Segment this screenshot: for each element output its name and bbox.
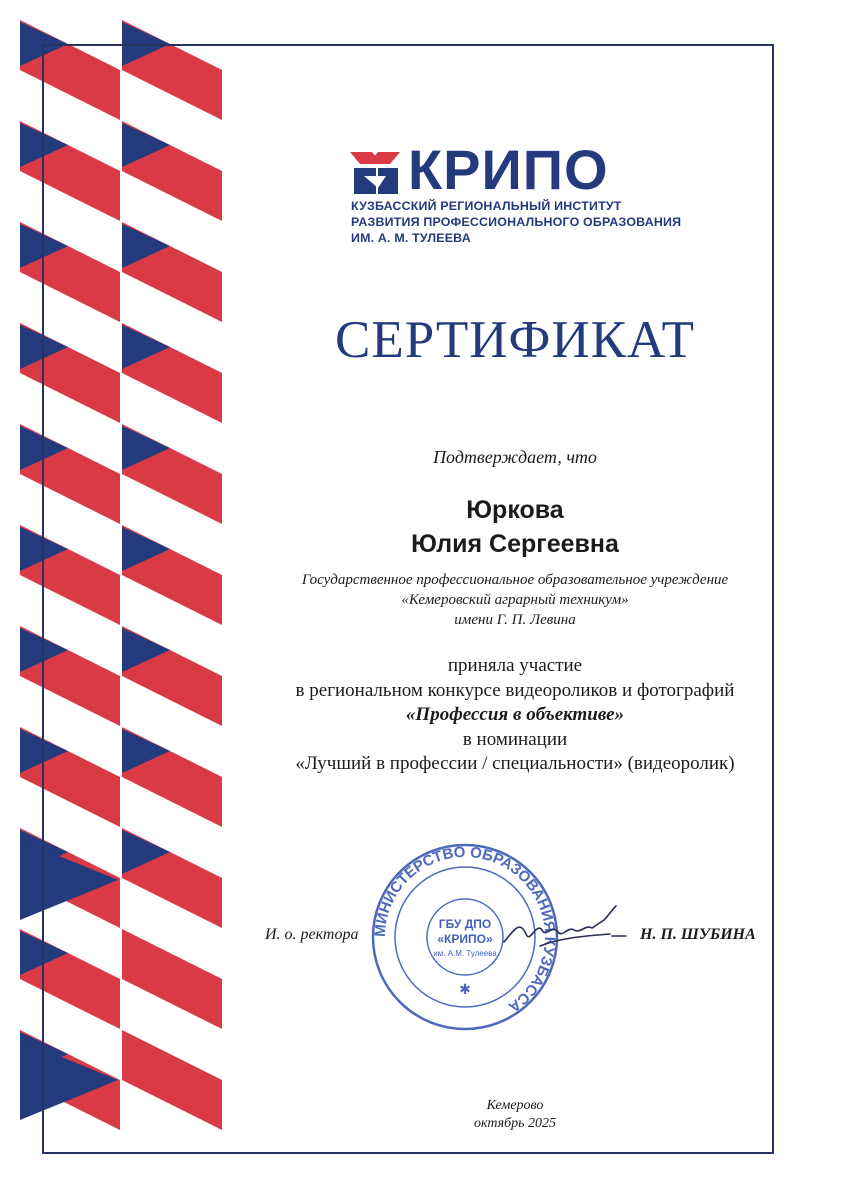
stamp-star-icon: ✱ [459,983,471,998]
contest-name: «Профессия в объективе» [405,704,625,725]
recipient-surname: Юркова [466,496,564,524]
issue-city: Кемерово [486,1098,544,1113]
organization-line: имени Г. П. Левина [454,612,576,628]
issue-date: октябрь 2025 [473,1116,557,1131]
participation-line: приняла участие [447,655,583,676]
confirms-text: Подтверждает, что [433,447,597,467]
logo-subtitle-line2: РАЗВИТИЯ ПРОФЕССИОНАЛЬНОГО ОБРАЗОВАНИЯ [351,215,682,229]
logo-wordmark: КРИПО [408,138,609,201]
stamp-outer-text: МИНИСТЕРСТВО ОБРАЗОВАНИЯ КУЗБАССА [371,843,559,1016]
stamp-center-line2: «КРИПО» [437,932,493,946]
kripo-logo [348,138,682,246]
participation-line: в региональном конкурсе видеороликов и фотографий [295,680,735,701]
logo-subtitle-line1: КУЗБАССКИЙ РЕГИОНАЛЬНЫЙ ИНСТИТУТ [351,199,622,213]
stamp-center-line3: им. А.М. Тулеева [433,949,497,958]
signatory-name: Н. П. ШУБИНА [640,926,756,943]
handwritten-signature [500,900,630,960]
signatory-role: И. о. ректора [265,926,359,943]
nomination-name: «Лучший в профессии / специальности» (видеоролик) [295,753,735,774]
certificate-title: СЕРТИФИКАТ [335,311,695,369]
organization-line: «Кемеровский аграрный техникум» [401,592,629,608]
participation-line: в номинации [462,729,568,750]
kripo-logo-mark [348,150,404,196]
organization-line: Государственное профессиональное образовательное учреждение [301,572,729,588]
logo-subtitle-line3: ИМ. А. М. ТУЛЕЕВА [351,231,471,245]
recipient-name: Юлия Сергеевна [411,530,619,558]
stamp-center-line1: ГБУ ДПО [438,917,492,931]
